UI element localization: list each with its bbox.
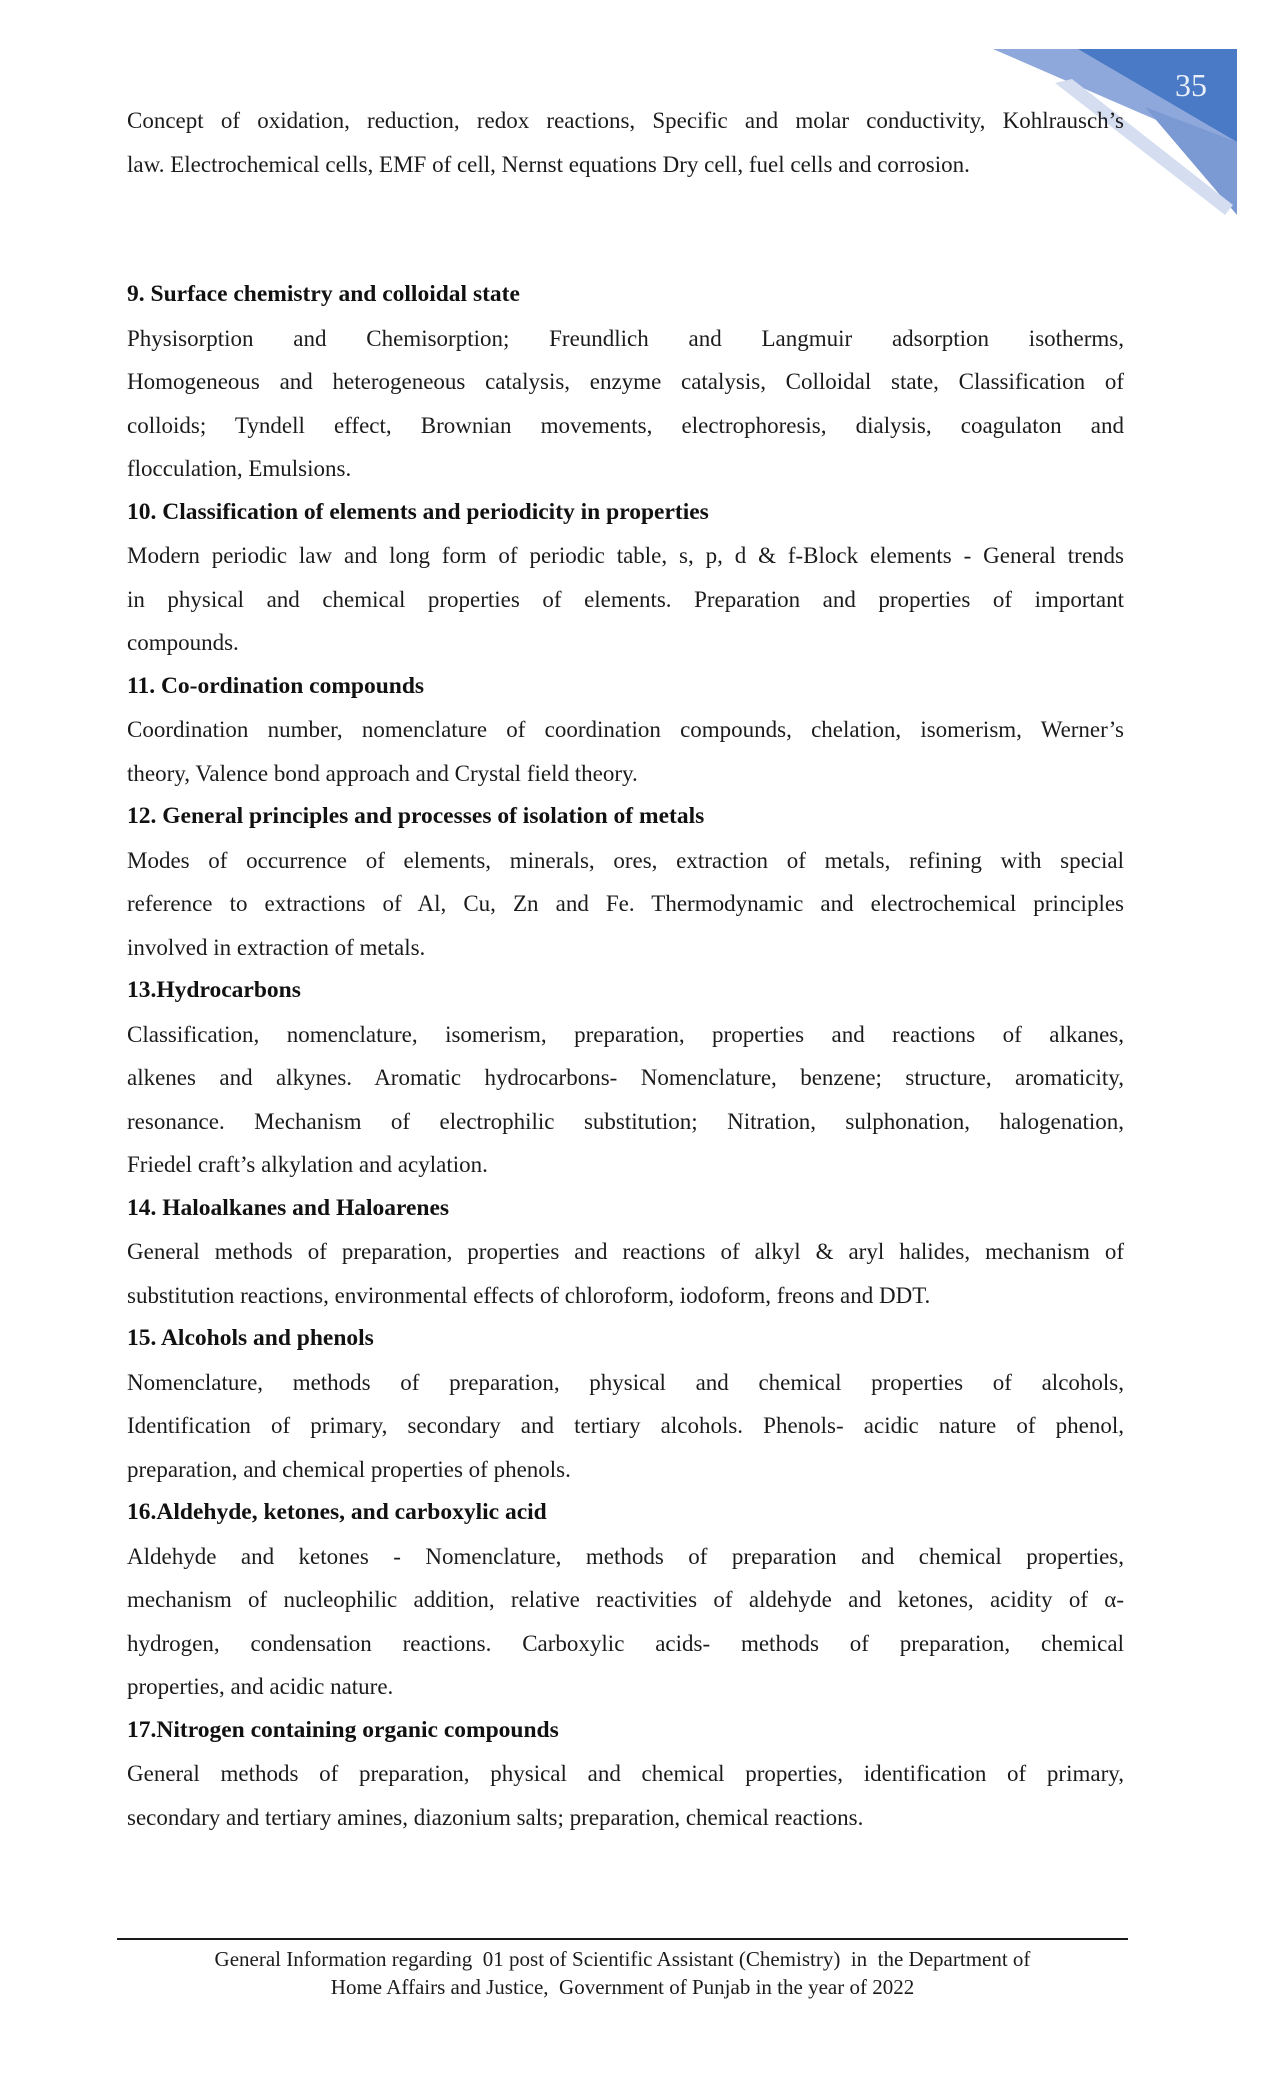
page-footer — [117, 1938, 1128, 2001]
sections-container — [127, 273, 1124, 1839]
section-paragraph — [127, 708, 1124, 795]
text-line: Friedel craft’s alkylation and acylation. — [127, 1152, 488, 1177]
text-line: General methods of preparation, properties and reactions of alkyl & aryl halides, mechanism of — [127, 1239, 1124, 1264]
text-line: flocculation, Emulsions. — [127, 456, 352, 481]
text-line: Concept of oxidation, reduction, redox reactions, Specific and molar conductivity, Kohlrausch’s — [127, 108, 1124, 133]
section-paragraph — [127, 1535, 1124, 1709]
text-line: properties, and acidic nature. — [127, 1674, 394, 1699]
footer-line-1: General Information regarding 01 post of Scientific Assistant (Chemistry) in the Department of — [214, 1947, 1031, 1971]
text-line: hydrogen, condensation reactions. Carboxylic acids- methods of preparation, chemical — [127, 1630, 1124, 1656]
syllabus-content — [127, 99, 1124, 1839]
text-line: mechanism of nucleophilic addition, relative reactivities of aldehyde and ketones, acidity of α- — [127, 1587, 1124, 1612]
section-heading: 16.Aldehyde, ketones, and carboxylic acid — [127, 1499, 547, 1525]
text-line: Nomenclature, methods of preparation, physical and chemical properties of alcohols, — [127, 1369, 1124, 1395]
text-line: preparation, and chemical properties of phenols. — [127, 1456, 571, 1482]
text-line: theory, Valence bond approach and Crystal field theory. — [127, 760, 638, 786]
section-heading: 9. Surface chemistry and colloidal state — [127, 281, 520, 307]
section-heading: 13.Hydrocarbons — [127, 977, 301, 1003]
text-line: involved in extraction of metals. — [127, 934, 426, 960]
section-heading: 11. Co-ordination compounds — [127, 672, 425, 699]
section-paragraph — [127, 1013, 1124, 1187]
section-heading: 12. General principles and processes of isolation of metals — [127, 803, 705, 829]
footer-line-2: Home Affairs and Justice, Government of Punjab in the year of 2022 — [330, 1975, 915, 1999]
text-line: Modern periodic law and long form of periodic table, s, p, d & f-Block elements - General trends — [127, 543, 1124, 568]
section-paragraph — [127, 1230, 1124, 1317]
text-line: Coordination number, nomenclature of coordination compounds, chelation, isomerism, Werner’s — [127, 717, 1124, 742]
text-line: Aldehyde and ketones - Nomenclature, methods of preparation and chemical properties, — [127, 1543, 1124, 1569]
text-line: law. Electrochemical cells, EMF of cell, Nernst equations Dry cell, fuel cells and corrosion. — [127, 151, 970, 177]
blank-space — [127, 186, 1124, 273]
text-line: colloids; Tyndell effect, Brownian movements, electrophoresis, dialysis, coagulaton and — [127, 412, 1124, 438]
section-paragraph — [127, 1752, 1124, 1839]
text-line: in physical and chemical properties of elements. Preparation and properties of important — [127, 586, 1124, 612]
text-line: General methods of preparation, physical and chemical properties, identification of primary, — [127, 1761, 1124, 1786]
text-line: resonance. Mechanism of electrophilic substitution; Nitration, sulphonation, halogenation, — [127, 1108, 1124, 1134]
text-line: Modes of occurrence of elements, minerals, ores, extraction of metals, refining with special — [127, 847, 1124, 873]
section-paragraph — [127, 534, 1124, 665]
section-heading: 10. Classification of elements and periodicity in properties — [127, 498, 709, 525]
text-line: substitution reactions, environmental effects of chloroform, iodoform, freons and DDT. — [127, 1282, 931, 1308]
section-heading: 15. Alcohols and phenols — [127, 1325, 374, 1351]
text-line: Classification, nomenclature, isomerism, preparation, properties and reactions of alkanes, — [127, 1021, 1124, 1047]
section-heading: 17.Nitrogen containing organic compounds — [127, 1716, 559, 1743]
text-line: alkenes and alkynes. Aromatic hydrocarbons- Nomenclature, benzene; structure, aromaticity, — [127, 1065, 1124, 1090]
text-line: compounds. — [127, 630, 239, 655]
section-paragraph — [127, 317, 1124, 491]
section-heading: 14. Haloalkanes and Haloarenes — [127, 1194, 450, 1221]
text-line: Homogeneous and heterogeneous catalysis, enzyme catalysis, Colloidal state, Classification of — [127, 369, 1124, 394]
text-line: Identification of primary, secondary and tertiary alcohols. Phenols- acidic nature of phenol, — [127, 1413, 1124, 1438]
page-number: 35 — [1175, 67, 1207, 103]
section-paragraph — [127, 839, 1124, 970]
text-line: reference to extractions of Al, Cu, Zn and Fe. Thermodynamic and electrochemical principles — [127, 891, 1124, 916]
section-paragraph — [127, 1361, 1124, 1492]
intro-paragraph — [127, 99, 1124, 186]
text-line: Physisorption and Chemisorption; Freundlich and Langmuir adsorption isotherms, — [127, 325, 1124, 351]
text-line: secondary and tertiary amines, diazonium salts; preparation, chemical reactions. — [127, 1804, 864, 1830]
